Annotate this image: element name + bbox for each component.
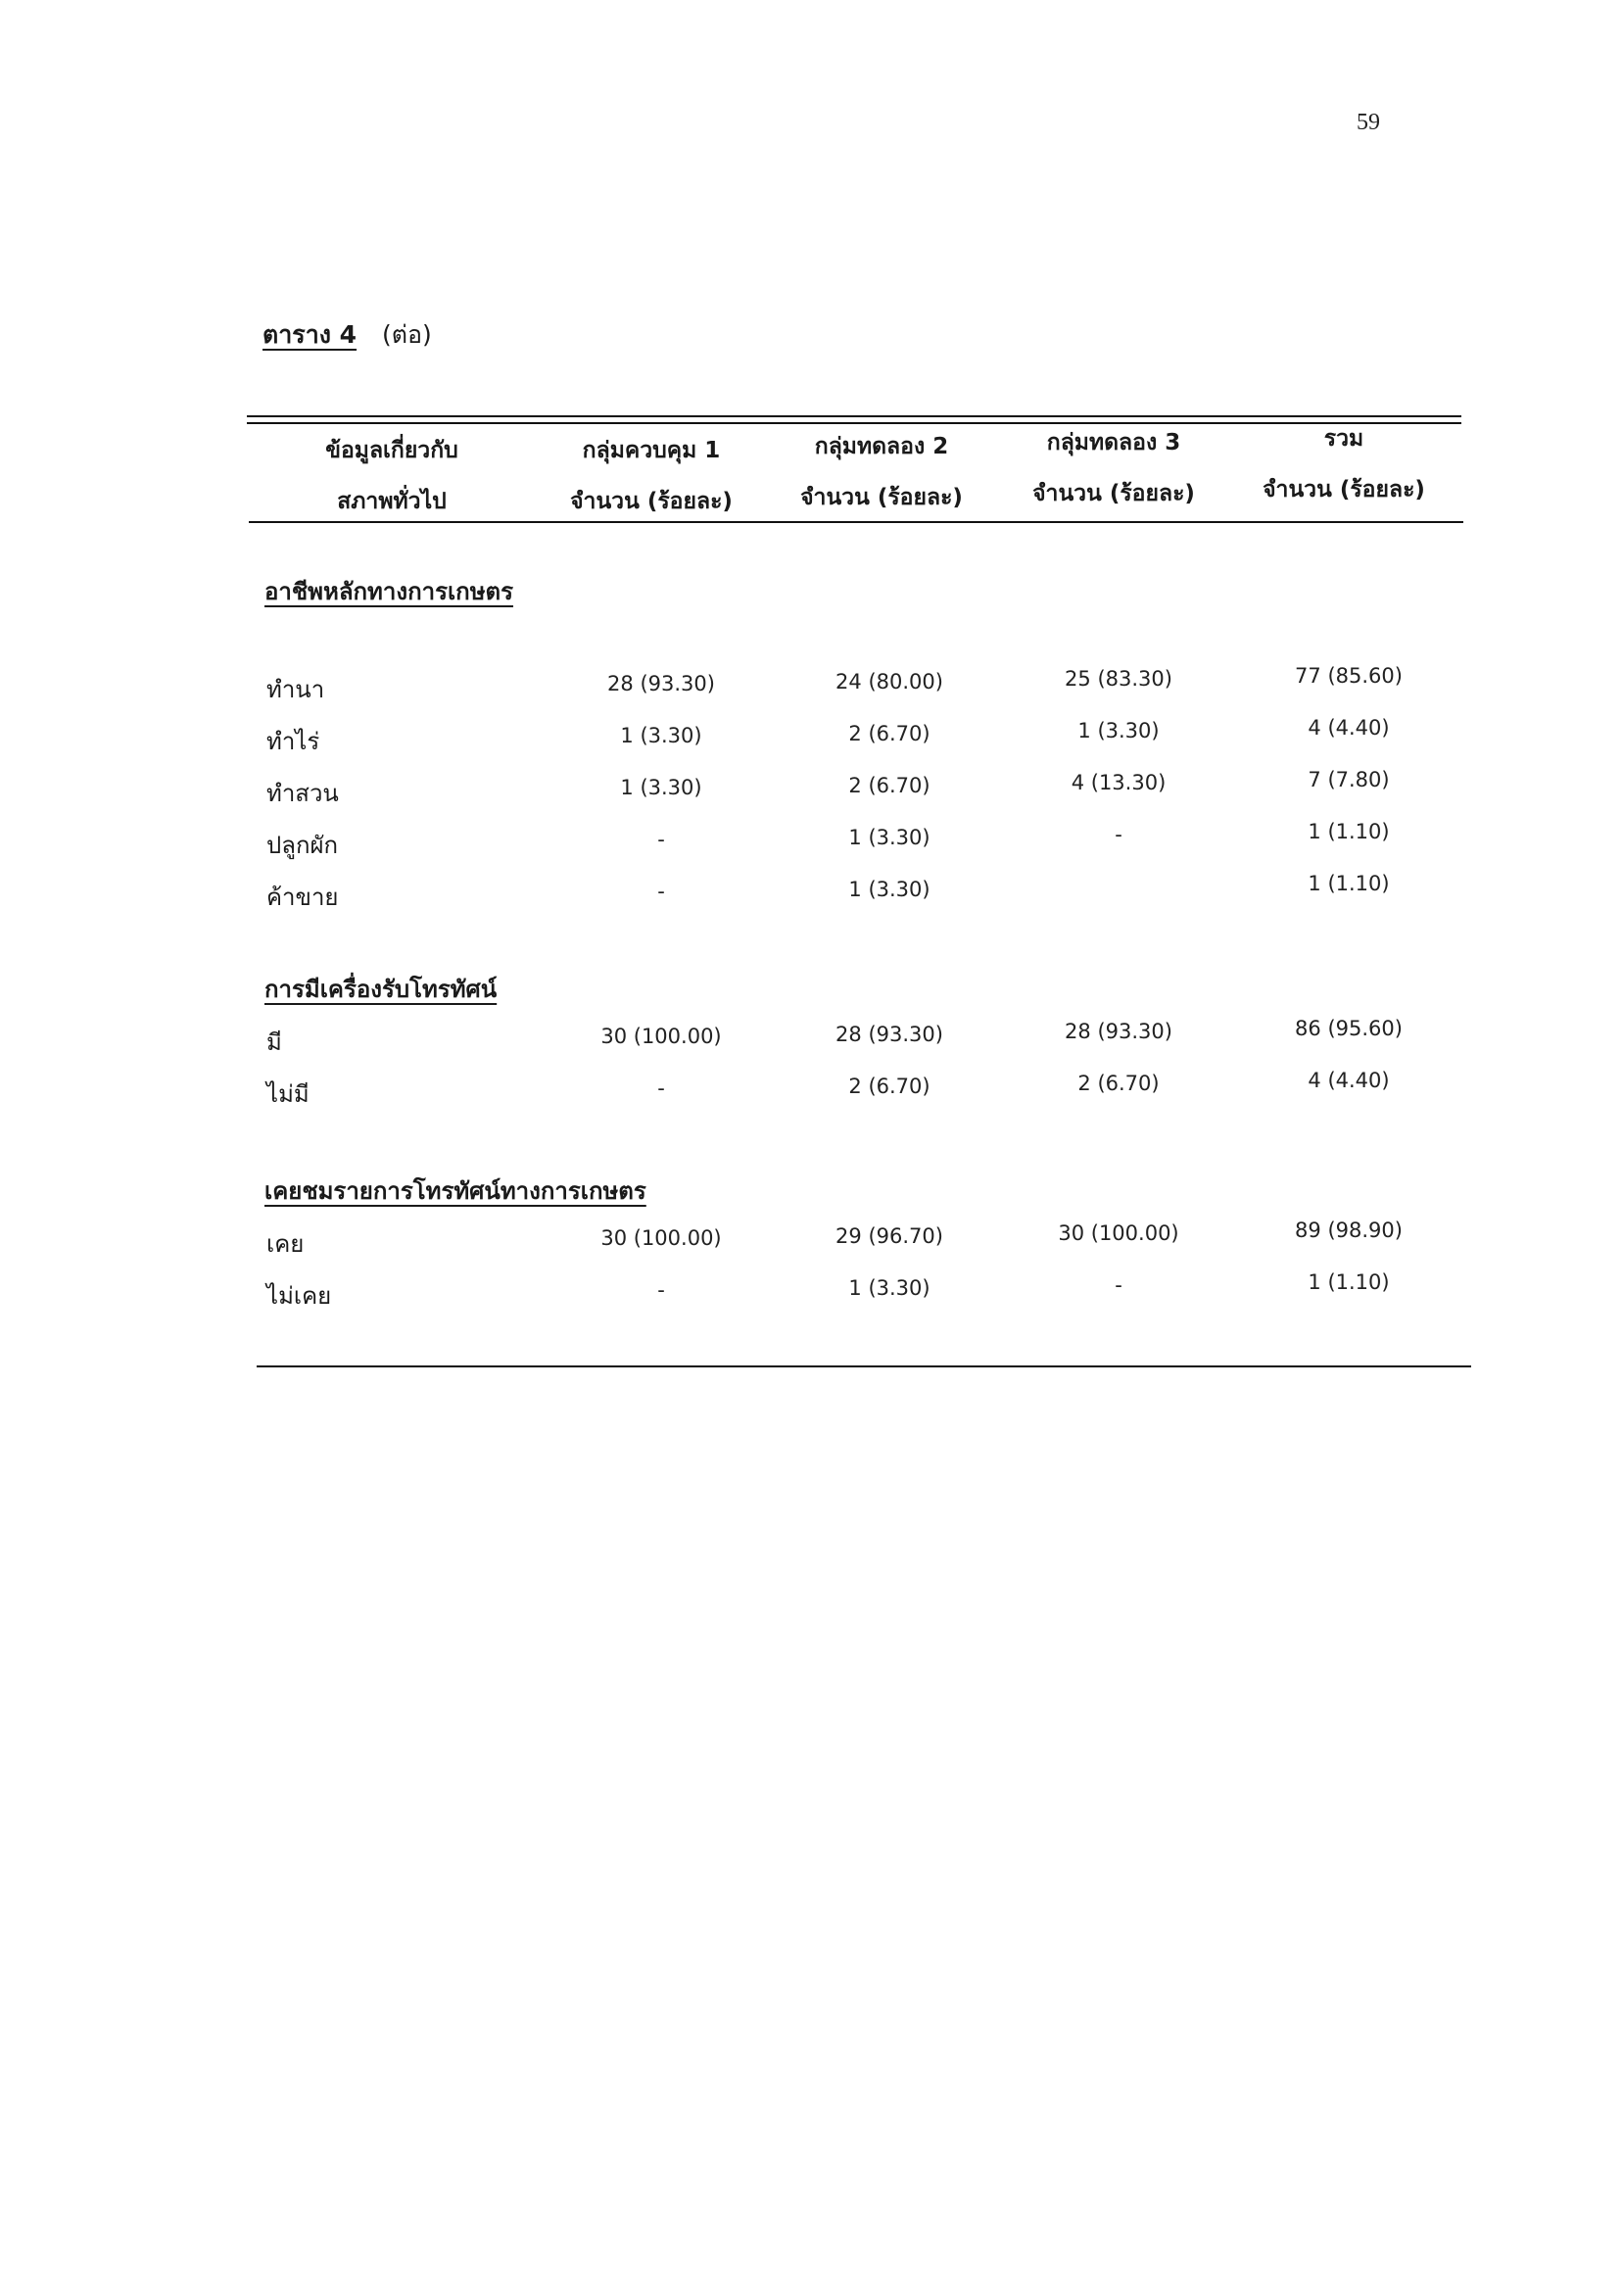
table-cell: -	[657, 1076, 665, 1100]
table-cell: 4 (4.40)	[1308, 716, 1390, 740]
table-cell: -	[657, 828, 665, 851]
table-cell: 28 (93.30)	[607, 672, 715, 695]
section-title-occupation: อาชีพหลักทางการเกษตร	[264, 578, 514, 605]
header-col-info-line1: ข้อมูลเกี่ยวกับ	[325, 438, 458, 463]
table-cell: 4 (4.40)	[1308, 1069, 1390, 1092]
header-bottom-rule	[249, 521, 1463, 523]
table-cell: 1 (3.30)	[1077, 719, 1160, 742]
row-label: ค้าขาย	[266, 884, 339, 911]
table-caption-continued: (ต่อ)	[382, 320, 432, 349]
header-col-total-line2: จำนวน (ร้อยละ)	[1263, 477, 1425, 502]
table-caption	[262, 315, 432, 355]
table-cell: 25 (83.30)	[1065, 667, 1172, 691]
header-col-control-1-line2: จำนวน (ร้อยละ)	[570, 489, 733, 514]
table-cell: 30 (100.00)	[1058, 1221, 1179, 1245]
table-cell: 2 (6.70)	[848, 722, 930, 745]
table-cell: 2 (6.70)	[848, 774, 930, 797]
header-col-experiment-3-line2: จำนวน (ร้อยละ)	[1032, 481, 1195, 506]
table-cell: 30 (100.00)	[600, 1025, 722, 1048]
table-cell: 1 (3.30)	[848, 826, 930, 849]
table-cell: 28 (93.30)	[835, 1023, 943, 1046]
table-cell: -	[657, 1278, 665, 1302]
table-cell: 77 (85.60)	[1295, 664, 1403, 688]
table-cell: 1 (1.10)	[1308, 1270, 1390, 1294]
header-col-experiment-3	[1006, 417, 1221, 519]
header-col-experiment-2-line2: จำนวน (ร้อยละ)	[800, 485, 963, 510]
table-bottom-rule	[257, 1365, 1471, 1367]
row-label: ทำสวน	[266, 780, 339, 807]
table-cell: 1 (3.30)	[620, 776, 702, 799]
table-cell: 1 (3.30)	[848, 878, 930, 901]
table-cell: 1 (1.10)	[1308, 872, 1390, 895]
row-label: ทำไร่	[266, 728, 320, 755]
table-cell: -	[1115, 1273, 1122, 1297]
page-number: 59	[1357, 110, 1380, 135]
table-cell: 89 (98.90)	[1295, 1219, 1403, 1242]
header-col-experiment-3-line1: กลุ่มทดลอง 3	[1046, 430, 1181, 455]
table-cell: -	[1115, 823, 1122, 846]
header-col-control-1-line1: กลุ่มควบคุม 1	[582, 438, 721, 463]
row-label: ไม่มี	[266, 1080, 310, 1108]
table-cell: 4 (13.30)	[1071, 771, 1167, 794]
row-label: ปลูกผัก	[266, 832, 339, 859]
table-cell: 29 (96.70)	[835, 1224, 943, 1248]
row-label: เคย	[266, 1230, 305, 1258]
row-label: ไม่เคย	[266, 1282, 332, 1310]
table-cell: 28 (93.30)	[1065, 1020, 1172, 1043]
header-col-control-1	[544, 425, 759, 527]
table-cell: 1 (1.10)	[1308, 820, 1390, 843]
table-cell: 1 (3.30)	[848, 1276, 930, 1300]
table-caption-label: ตาราง 4	[262, 320, 358, 349]
header-col-experiment-2	[774, 421, 989, 523]
table-cell: 86 (95.60)	[1295, 1017, 1403, 1040]
table-cell: 7 (7.80)	[1308, 768, 1390, 791]
row-label: ทำนา	[266, 676, 325, 703]
header-col-info	[274, 425, 509, 527]
table-cell: -	[657, 880, 665, 903]
header-col-info-line2: สภาพทั่วไป	[337, 489, 447, 514]
table-cell: 2 (6.70)	[848, 1075, 930, 1098]
section-title-tv-agri-watching: เคยชมรายการโทรทัศน์ทางการเกษตร	[264, 1177, 646, 1205]
header-col-total	[1236, 413, 1452, 515]
table-cell: 2 (6.70)	[1077, 1072, 1160, 1095]
row-label: มี	[266, 1028, 282, 1056]
table-cell: 30 (100.00)	[600, 1226, 722, 1250]
header-col-experiment-2-line1: กลุ่มทดลอง 2	[814, 434, 949, 459]
header-col-total-line1: รวม	[1323, 426, 1364, 452]
table-cell: 1 (3.30)	[620, 724, 702, 747]
section-title-tv-ownership: การมีเครื่องรับโทรทัศน์	[264, 976, 498, 1003]
table-cell: 24 (80.00)	[835, 670, 943, 694]
